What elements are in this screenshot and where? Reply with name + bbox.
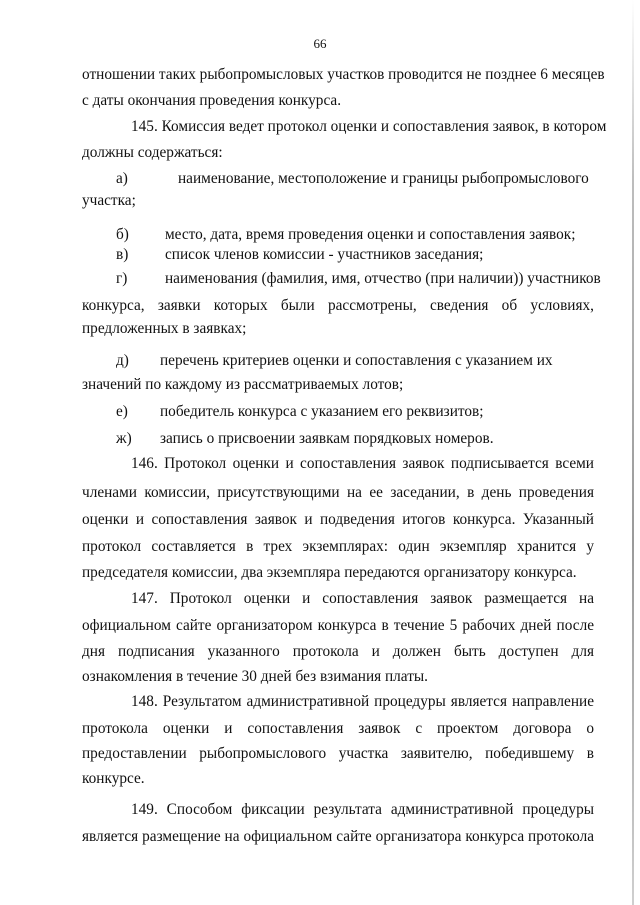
text-line: участка;: [82, 192, 136, 209]
text-line: значений по каждому из рассматриваемых лотов;: [82, 376, 404, 393]
list-marker: д): [116, 352, 129, 369]
paragraph-149-start: 149. Способом фиксации результата административной процедуры: [131, 801, 594, 818]
list-item-zh: [116, 430, 594, 448]
list-item-text: наименование, местоположение и границы рыбопромыслового: [178, 170, 589, 187]
text-line: предоставлении рыбопромыслового участка заявителю, победившему в: [82, 745, 594, 762]
list-marker: е): [116, 403, 128, 420]
paragraph-146-start: 146. Протокол оценки и сопоставления заявок подписывается всеми: [131, 455, 594, 472]
list-marker: а): [116, 170, 128, 187]
paragraph-148-start: 148. Результатом административной процедуры является направление: [131, 693, 594, 710]
list-marker: б): [116, 226, 129, 243]
paragraph-147-start: 147. Протокол оценки и сопоставления заявок размещается на: [131, 590, 594, 607]
list-item-b: [116, 226, 594, 244]
text-line: с даты окончания проведения конкурса.: [82, 92, 342, 109]
list-item-text: запись о присвоении заявкам порядковых номеров.: [160, 430, 494, 447]
text-line: оценки и сопоставления заявок и подведения итогов конкурса. Указанный: [82, 511, 594, 528]
text-line: дня подписания указанного протокола и должен быть доступен для: [82, 643, 594, 660]
paragraph-145-start: 145. Комиссия ведет протокол оценки и сопоставления заявок, в котором: [131, 118, 607, 135]
text-line: официальном сайте организатором конкурса в течение 5 рабочих дней после: [82, 617, 594, 634]
list-item-v: [116, 246, 594, 264]
list-marker: ж): [116, 430, 132, 447]
list-item-d: [116, 352, 594, 370]
list-marker: в): [116, 246, 129, 263]
text-line: является размещение на официальном сайте организатора конкурса протокола: [82, 828, 594, 845]
list-item-text: перечень критериев оценки и сопоставления с указанием их: [160, 352, 553, 369]
list-item-text: победитель конкурса с указанием его реквизитов;: [160, 403, 484, 420]
text-line: председателя комиссии, два экземпляра передаются организатору конкурса.: [82, 564, 577, 581]
text-line: протокола оценки и сопоставления заявок с проектом договора о: [82, 720, 594, 737]
text-line: должны содержаться:: [82, 144, 223, 161]
list-marker: г): [116, 270, 128, 287]
text-line: предложенных в заявках;: [82, 320, 247, 337]
scan-edge-shadow: [632, 0, 634, 905]
text-line: протокол составляется в трех экземплярах: один экземпляр хранится у: [82, 538, 594, 555]
list-item-a: [116, 170, 594, 188]
text-line: отношении таких рыбопромысловых участков проводится не позднее 6 месяцев: [82, 66, 605, 83]
page-number: 66: [313, 36, 327, 51]
text-line: конкурса, заявки которых были рассмотрены, сведения об условиях,: [82, 297, 594, 314]
text-line: конкурсе.: [82, 770, 145, 787]
text-line: членами комиссии, присутствующими на ее заседании, в день проведения: [82, 484, 594, 501]
list-item-e: [116, 403, 594, 421]
list-item-g: [116, 270, 601, 288]
list-item-text: список членов комиссии - участников заседания;: [165, 246, 484, 263]
list-item-text: место, дата, время проведения оценки и сопоставления заявок;: [165, 226, 576, 243]
list-item-text: наименования (фамилия, имя, отчество (при наличии)) участников: [165, 270, 601, 287]
text-line: ознакомления в течение 30 дней без взимания платы.: [82, 668, 428, 685]
